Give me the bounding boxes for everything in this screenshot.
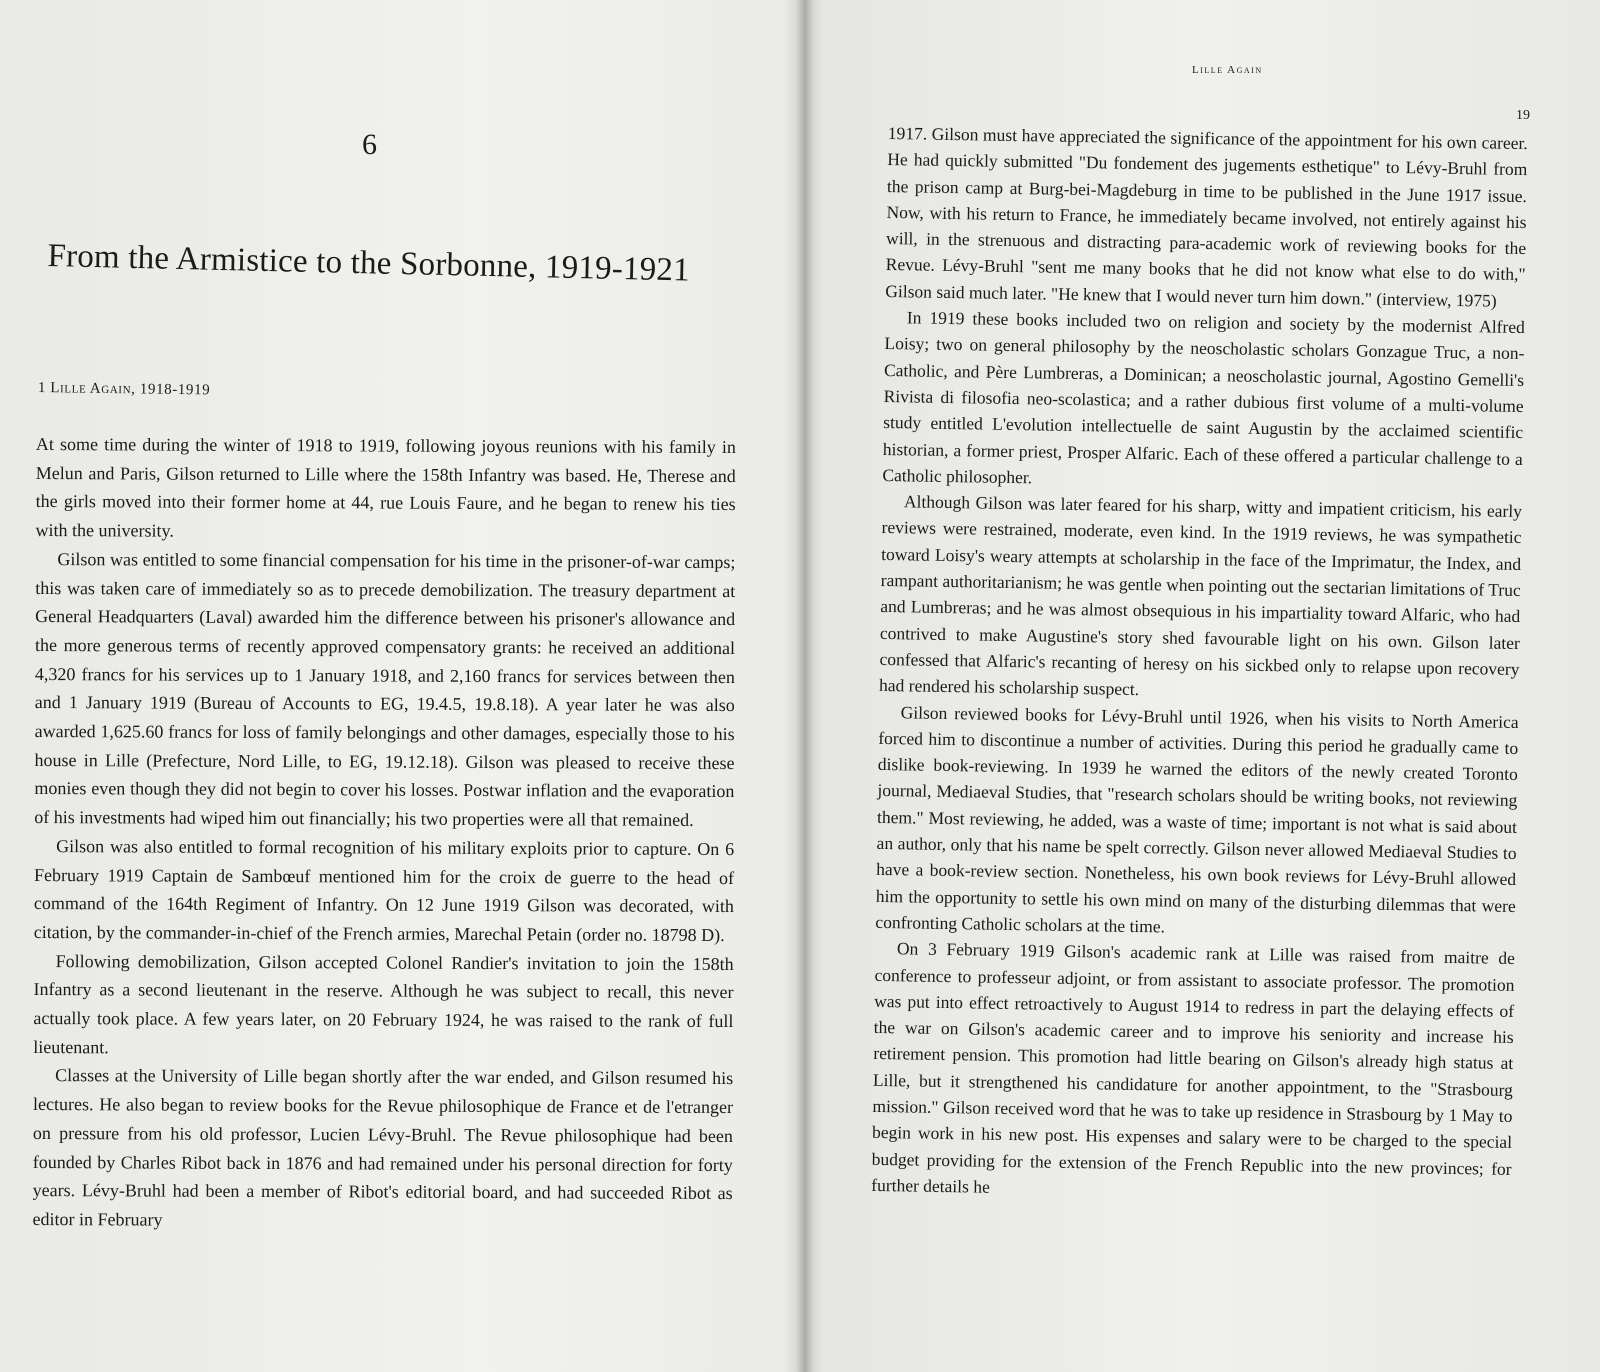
body-paragraph: On 3 February 1919 Gilson's academic rank at Lille was raised from maitre de conference to professeur adjoint, or from assistant to associate professor. The promotion was put into effect retroactively to August 1914 to redress in part the delaying effects of the war on Gilson's academic career and to improve his seniority and increase his retirement pension. This promotion had little bearing on Gilson's already high status at Lille, but it strengthened his candidature for another appointment, to the "Strasbourg mission." Gilson received word that he was to take up residence in Strasbourg by 1 May to begin work in his new post. His expenses and salary were to be charged to the special budget providing for the extension of the French Republic into the new provinces; for further details he <box>871 938 1516 1197</box>
body-paragraph: Classes at the University of Lille began shortly after the war ended, and Gilson resumed his lectures. He also began to review books for the Revue philosophique de France et de l'etranger on pressure from his old professor, Lucien Lévy-Bruhl. The Revue philosophique had been founded by Charles Ribot back in 1876 and had remained under his personal direction for forty years. Lévy-Bruhl had been a member of Ribot's editorial board, and had succeeded Ribot as editor in February <box>32 1065 734 1230</box>
chapter-title: From the Armistice to the Sorbonne, 1919-1921 <box>47 238 691 289</box>
running-head: Lille Again <box>1192 64 1263 76</box>
body-paragraph: Gilson was entitled to some financial compensation for his time in the prisoner-of-war camps; this was taken care of immediately so as to precede demobilization. The treasury department at General Headquarters (Laval) awarded him the difference between his prisoner's allowance and the more generous terms of recently approved compensatory grants: he received an additional 4,320 francs for his services up to 1 January 1918, and 2,160 francs for services between then and 1 January 1919 (Bureau of Accounts to EG, 19.4.5, 19.8.18). A year later he was also awarded 1,625.60 francs for loss of family belongings and other damages, especially those to his house in Lille (Prefecture, Nord Lille, to EG, 19.12.18). Gilson was pleased to receive these monies even though they did not begin to cover his losses. Postwar inflation and the evaporation of his investments had wiped him out financially; his two properties were all that remained. <box>34 548 736 831</box>
body-paragraph: At some time during the winter of 1918 to 1919, following joyous reunions with his family in Melun and Paris, Gilson returned to Lille where the 158th Infantry was based. He, Therese and the girls moved into their former home at 44, rue Louis Faure, and he began to renew his ties with the university. <box>35 433 736 541</box>
body-paragraph: 1917. Gilson must have appreciated the significance of the appointment for his own career. He had quickly submitted "Du fondement des jugements esthetique" to Lévy-Bruhl from the prison camp at Burg-bei-Magdeburg in time to be published in the June 1917 issue. Now, with his return to France, he immediately became involved, not entirely against his will, in the strenuous and distracting para-academic work of reviewing books for the Revue. Lévy-Bruhl "sent me many books that he did not know what else to do with," Gilson said much later. "He knew that I would never turn him down." (interview, 1975) <box>885 122 1528 311</box>
page-number: 19 <box>1516 108 1530 123</box>
left-page-body <box>32 430 736 1237</box>
right-page-body <box>871 120 1528 1208</box>
body-paragraph: Following demobilization, Gilson accepted Colonel Randier's invitation to join the 158th Infantry as a second lieutenant in the reserve. Although he was subject to recall, this never actually took place. A few years later, on 20 February 1924, he was raised to the rank of full lieutenant. <box>33 950 734 1058</box>
chapter-number: 6 <box>362 128 377 161</box>
body-paragraph: Gilson reviewed books for Lévy-Bruhl until 1926, when his visits to North America forced him to discontinue a number of activities. During this period he gradually came to dislike book-reviewing. In 1939 he warned the editors of the newly created Toronto journal, Mediaeval Studies, that "research scholars should be writing books, not reviewing them." Most reviewing, he added, was a waste of time; important is not what is said about an author, only that his name be spelt correctly. Gilson never allowed Mediaeval Studies to have a book-review section. Nonetheless, his own book reviews for Lévy-Bruhl allowed him the opportunity to settle his own mind on many of the disturbing dilemmas that were confronting Catholic scholars at the time. <box>875 701 1519 937</box>
body-paragraph: In 1919 these books included two on religion and society by the modernist Alfred Loisy; two on general philosophy by the neoscholastic scholars Gonzague Truc, a non-Catholic, and Père Lumbreras, a Dominican; a neoscholastic journal, Agostino Gemelli's Rivista di filosofia neo-scolastica; and a rather dubious first volume of a multi-volume study entitled L'evolution intellectuelle de saint Augustin by the acclaimed scientific historian, a former priest, Prosper Alfaric. Each of these offered a particular challenge to a Catholic philosopher. <box>882 307 1525 488</box>
section-heading: 1 Lille Again, 1918-1919 <box>37 380 211 399</box>
body-paragraph: Although Gilson was later feared for his sharp, witty and impatient criticism, his early reviews were restrained, moderate, even kind. In the 1919 reviews, he was sympathetic toward Loisy's weary attempts at scholarship in the face of the Imprimatur, the Index, and rampant authoritarianism; he was gentle when pointing out the sectarian limitations of Truc and Lumbreras; and he was almost obsequious in his impartiality toward Alfaric, who had contrived to make Augustine's story shed favourable light on his own. Gilson later confessed that Alfaric's recanting of heresy on his sickbed only to relapse upon recovery had rendered his scholarship suspect. <box>878 491 1523 700</box>
body-paragraph: Gilson was also entitled to formal recognition of his military exploits prior to capture. On 6 February 1919 Captain de Sambœuf mentioned him for the croix de guerre to the head of command of the 164th Regiment of Infantry. On 12 June 1919 Gilson was decorated, with citation, by the commander-in-chief of the French armies, Marechal Petain (order no. 18798 D). <box>33 835 735 945</box>
